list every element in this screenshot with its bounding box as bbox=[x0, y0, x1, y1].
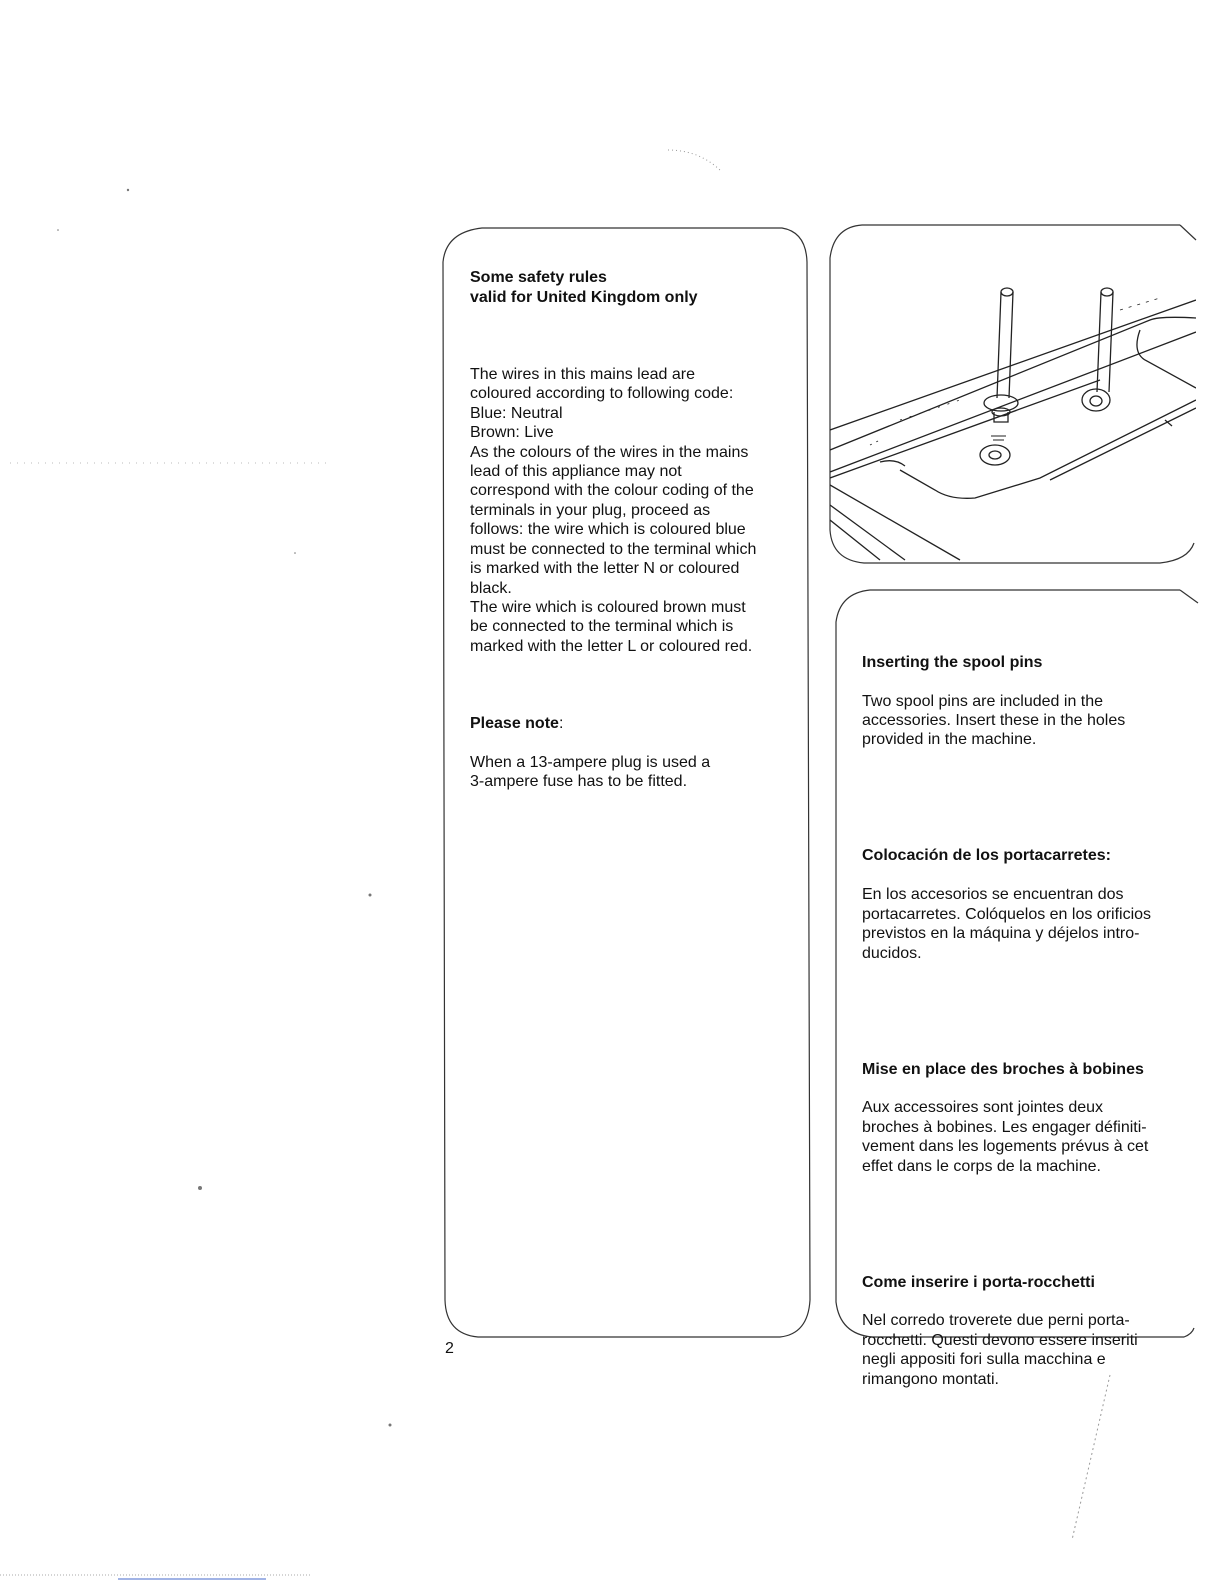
safety-heading: Some safety rules valid for United Kingdom only bbox=[470, 269, 698, 306]
note-label: Please note bbox=[470, 714, 559, 732]
section-fr bbox=[862, 1040, 1192, 1195]
section-it-heading: Come inserire i porta-rocchetti bbox=[862, 1273, 1095, 1291]
section-es bbox=[862, 827, 1192, 982]
section-es-body: En los accesorios se encuentran dos portacarretes. Colóquelos en los orificios previstos en la máquina y déjelos intro- ducidos. bbox=[862, 886, 1152, 962]
section-it-body: Nel corredo troverete due perni porta- rocchetti. Questi devono essere inseriti negli appositi fori sulla macchina e rimangono montati. bbox=[862, 1312, 1138, 1388]
note-body: When a 13-ampere plug is used a 3-ampere fuse has to be fitted. bbox=[470, 753, 711, 791]
note-colon: : bbox=[558, 714, 564, 732]
section-en-body: Two spool pins are included in the accessories. Insert these in the holes provided in the machine. bbox=[862, 692, 1126, 749]
section-fr-heading: Mise en place des broches à bobines bbox=[862, 1060, 1144, 1078]
safety-body: The wires in this mains lead are coloured according to following code: Blue: Neutral Brown: Live As the colours of the wires in the mains lead of this appliance may not correspond with the colour coding of the terminals in your plug, proceed as follows: the wire which is coloured blue must be connected to the terminal which is marked with the letter N or coloured black. The wire which is coloured brown must be connected to the terminal which is marked with the letter L or coloured red. bbox=[470, 366, 757, 655]
page-number: 2 bbox=[445, 1340, 454, 1357]
section-it bbox=[862, 1253, 1192, 1408]
section-fr-body: Aux accessoires sont jointes deux broches à bobines. Les engager définiti- vement dans les logements prévus à cet effet dans le corps de la machine. bbox=[862, 1099, 1149, 1175]
spool-text bbox=[862, 614, 1192, 1428]
section-en-heading: Inserting the spool pins bbox=[862, 653, 1043, 671]
section-es-heading: Colocación de los portacarretes: bbox=[862, 847, 1111, 865]
section-en bbox=[862, 633, 1192, 769]
